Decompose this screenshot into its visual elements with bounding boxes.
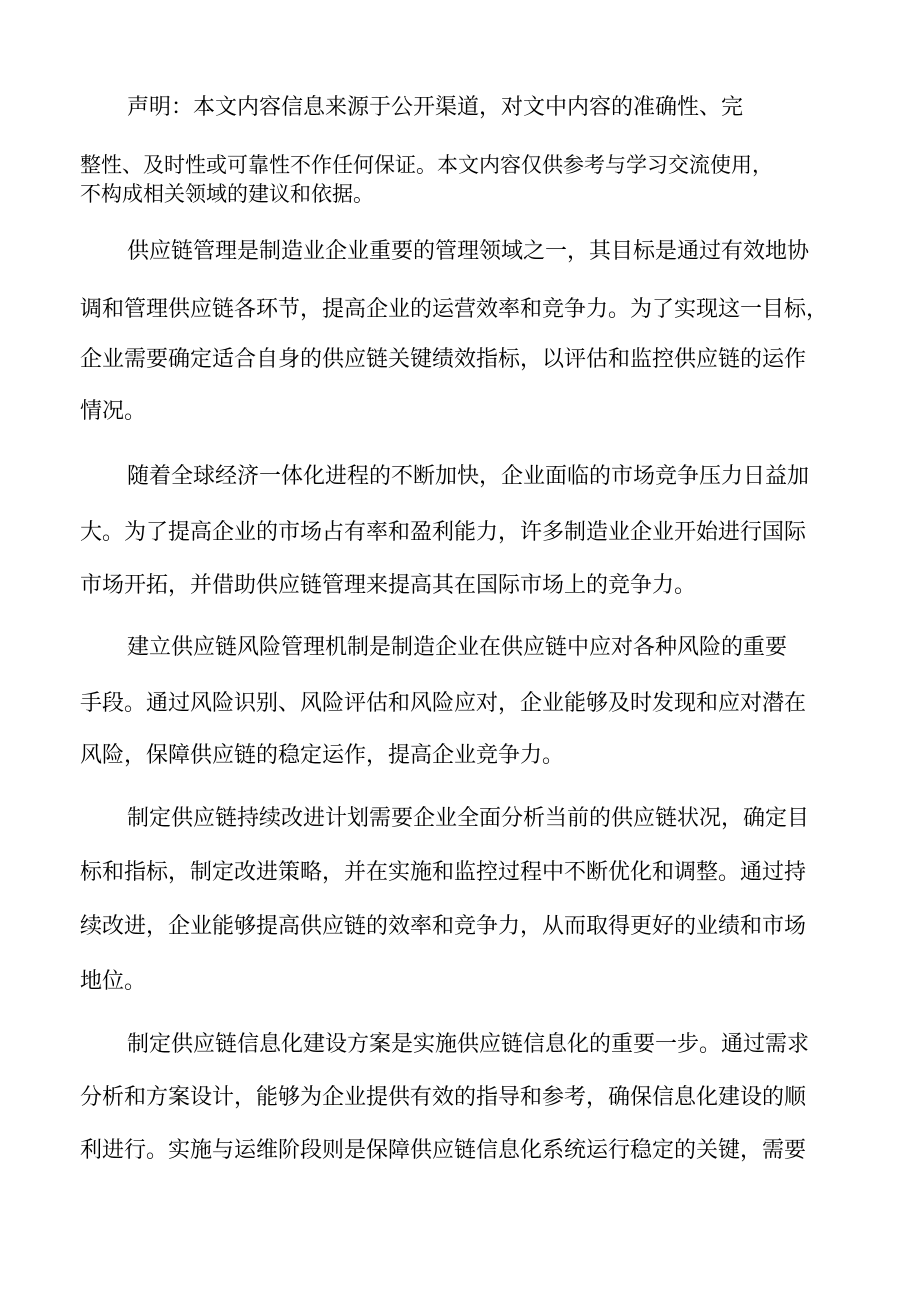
paragraph-3-line-3: 风险，保障供应链的稳定运作，提高企业竞争力。 xyxy=(80,743,565,768)
disclaimer-line-3: 不构成相关领域的建议和依据。 xyxy=(80,182,374,206)
paragraph-4-line-3: 续改进，企业能够提高供应链的效率和竞争力，从而取得更好的业绩和市场 xyxy=(80,914,807,939)
paragraph-3-line-1: 建立供应链风险管理机制是制造企业在供应链中应对各种风险的重要 xyxy=(127,635,788,660)
paragraph-2-line-3: 市场开拓，并借助供应链管理来提高其在国际市场上的竞争力。 xyxy=(80,573,697,598)
paragraph-4-line-4: 地位。 xyxy=(80,969,147,994)
paragraph-1-line-2: 调和管理供应链各环节，提高企业的运营效率和竞争力。为了实现这一目标， xyxy=(80,297,829,322)
paragraph-5-line-3: 利进行。实施与运维阶段则是保障供应链信息化系统运行稳定的关键，需要 xyxy=(80,1138,807,1163)
paragraph-1-line-4: 情况。 xyxy=(80,399,147,424)
paragraph-1-line-3: 企业需要确定适合自身的供应链关键绩效指标，以评估和监控供应链的运作 xyxy=(80,347,807,372)
paragraph-2-line-2: 大。为了提高企业的市场占有率和盈利能力，许多制造业企业开始进行国际 xyxy=(80,520,807,545)
paragraph-5-line-2: 分析和方案设计，能够为企业提供有效的指导和参考，确保信息化建设的顺 xyxy=(80,1085,807,1110)
paragraph-2-line-1: 随着全球经济一体化进程的不断加快，企业面临的市场竞争压力日益加 xyxy=(127,464,810,489)
paragraph-3-line-2: 手段。通过风险识别、风险评估和风险应对，企业能够及时发现和应对潜在 xyxy=(80,691,807,716)
paragraph-4-line-1: 制定供应链持续改进计划需要企业全面分析当前的供应链状况，确定目 xyxy=(127,806,810,831)
disclaimer-line-1: 声明：本文内容信息来源于公开渠道，对文中内容的准确性、完 xyxy=(127,95,744,120)
paragraph-1-line-1: 供应链管理是制造业企业重要的管理领域之一，其目标是通过有效地协 xyxy=(127,239,810,264)
paragraph-4-line-2: 标和指标，制定改进策略，并在实施和监控过程中不断优化和调整。通过持 xyxy=(80,860,807,885)
paragraph-5-line-1: 制定供应链信息化建设方案是实施供应链信息化的重要一步。通过需求 xyxy=(127,1032,810,1057)
disclaimer-line-2: 整性、及时性或可靠性不作任何保证。本文内容仅供参考与学习交流使用， xyxy=(80,153,773,177)
